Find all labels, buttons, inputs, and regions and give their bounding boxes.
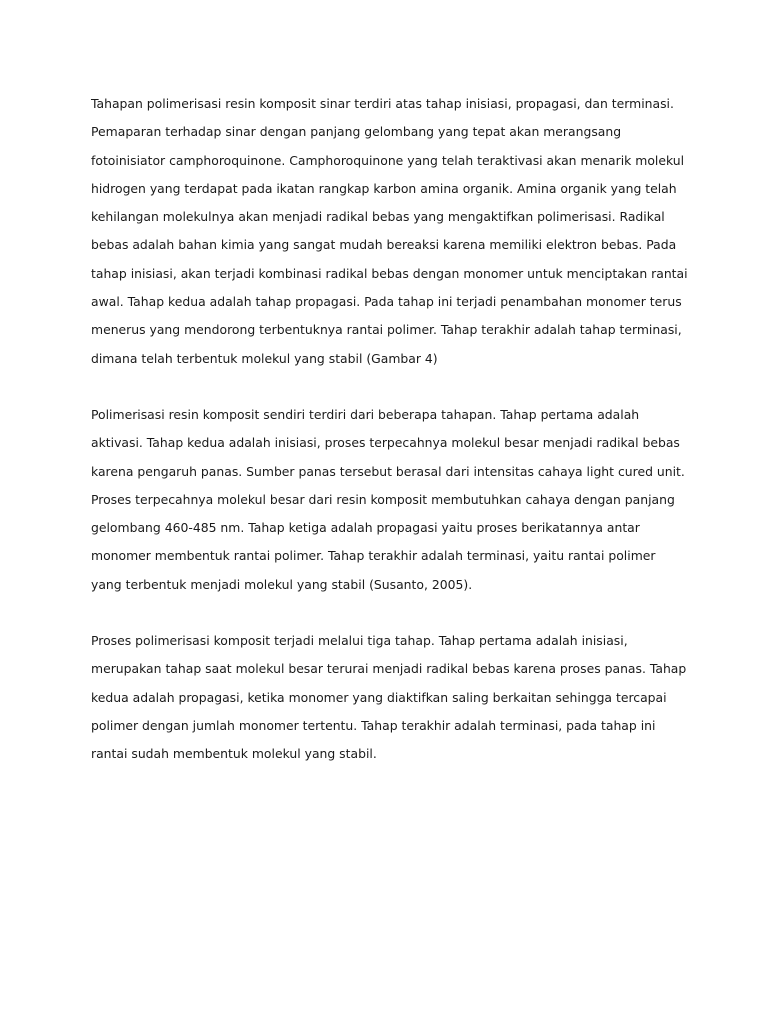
text-line: Polimerisasi resin komposit sendiri terdiri dari beberapa tahapan. Tahap pertama adalah [91,406,640,422]
text-line: tahap inisiasi, akan terjadi kombinasi radikal bebas dengan monomer untuk menciptakan rantai [91,265,688,281]
text-line: Pemaparan terhadap sinar dengan panjang gelombang yang tepat akan merangsang [91,124,622,140]
text-line: karena pengaruh panas. Sumber panas tersebut berasal dari intensitas cahaya light cured unit. [91,463,685,479]
text-line: Tahapan polimerisasi resin komposit sinar terdiri atas tahap inisiasi, propagasi, dan terminasi. [91,96,674,111]
paragraph-3 [91,627,691,768]
text-line: awal. Tahap kedua adalah tahap propagasi. Pada tahap ini terjadi penambahan monomer terus [91,294,682,310]
text-line: kedua adalah propagasi, ketika monomer yang diaktifkan saling berkaitan sehingga tercapai [91,689,667,705]
text-line: gelombang 460-485 nm. Tahap ketiga adalah propagasi yaitu proses berikatannya antar [91,520,640,536]
text-line: polimer dengan jumlah monomer tertentu. Tahap terakhir adalah terminasi, pada tahap ini [91,717,656,733]
document-body [91,90,691,769]
paragraph-spacer [91,373,691,401]
text-line: bebas adalah bahan kimia yang sangat mudah bereaksi karena memiliki elektron bebas. Pada [91,237,677,253]
text-line: dimana telah terbentuk molekul yang stabil (Gambar 4) [91,350,438,366]
text-line: Proses terpecahnya molekul besar dari resin komposit membutuhkan cahaya dengan panjang [91,491,675,507]
text-line: yang terbentuk menjadi molekul yang stabil (Susanto, 2005). [91,576,473,592]
text-line: monomer membentuk rantai polimer. Tahap terakhir adalah terminasi, yaitu rantai polimer [91,548,656,564]
text-line: Proses polimerisasi komposit terjadi melalui tiga tahap. Tahap pertama adalah inisiasi, [91,633,628,649]
paragraph-spacer [91,599,691,627]
paragraph-1 [91,90,691,373]
text-line: menerus yang mendorong terbentuknya rantai polimer. Tahap terakhir adalah tahap terminasi, [91,322,682,338]
text-line: kehilangan molekulnya akan menjadi radikal bebas yang mengaktifkan polimerisasi. Radikal [91,209,665,225]
text-line: rantai sudah membentuk molekul yang stabil. [91,746,377,762]
text-line: aktivasi. Tahap kedua adalah inisiasi, proses terpecahnya molekul besar menjadi radikal bebas [91,435,680,451]
text-line: merupakan tahap saat molekul besar terurai menjadi radikal bebas karena proses panas. Tahap [91,661,687,677]
paragraph-2 [91,401,691,599]
text-line: fotoinisiator camphoroquinone. Camphoroquinone yang telah teraktivasi akan menarik molekul [91,152,685,168]
text-line: hidrogen yang terdapat pada ikatan rangkap karbon amina organik. Amina organik yang telah [91,180,677,196]
